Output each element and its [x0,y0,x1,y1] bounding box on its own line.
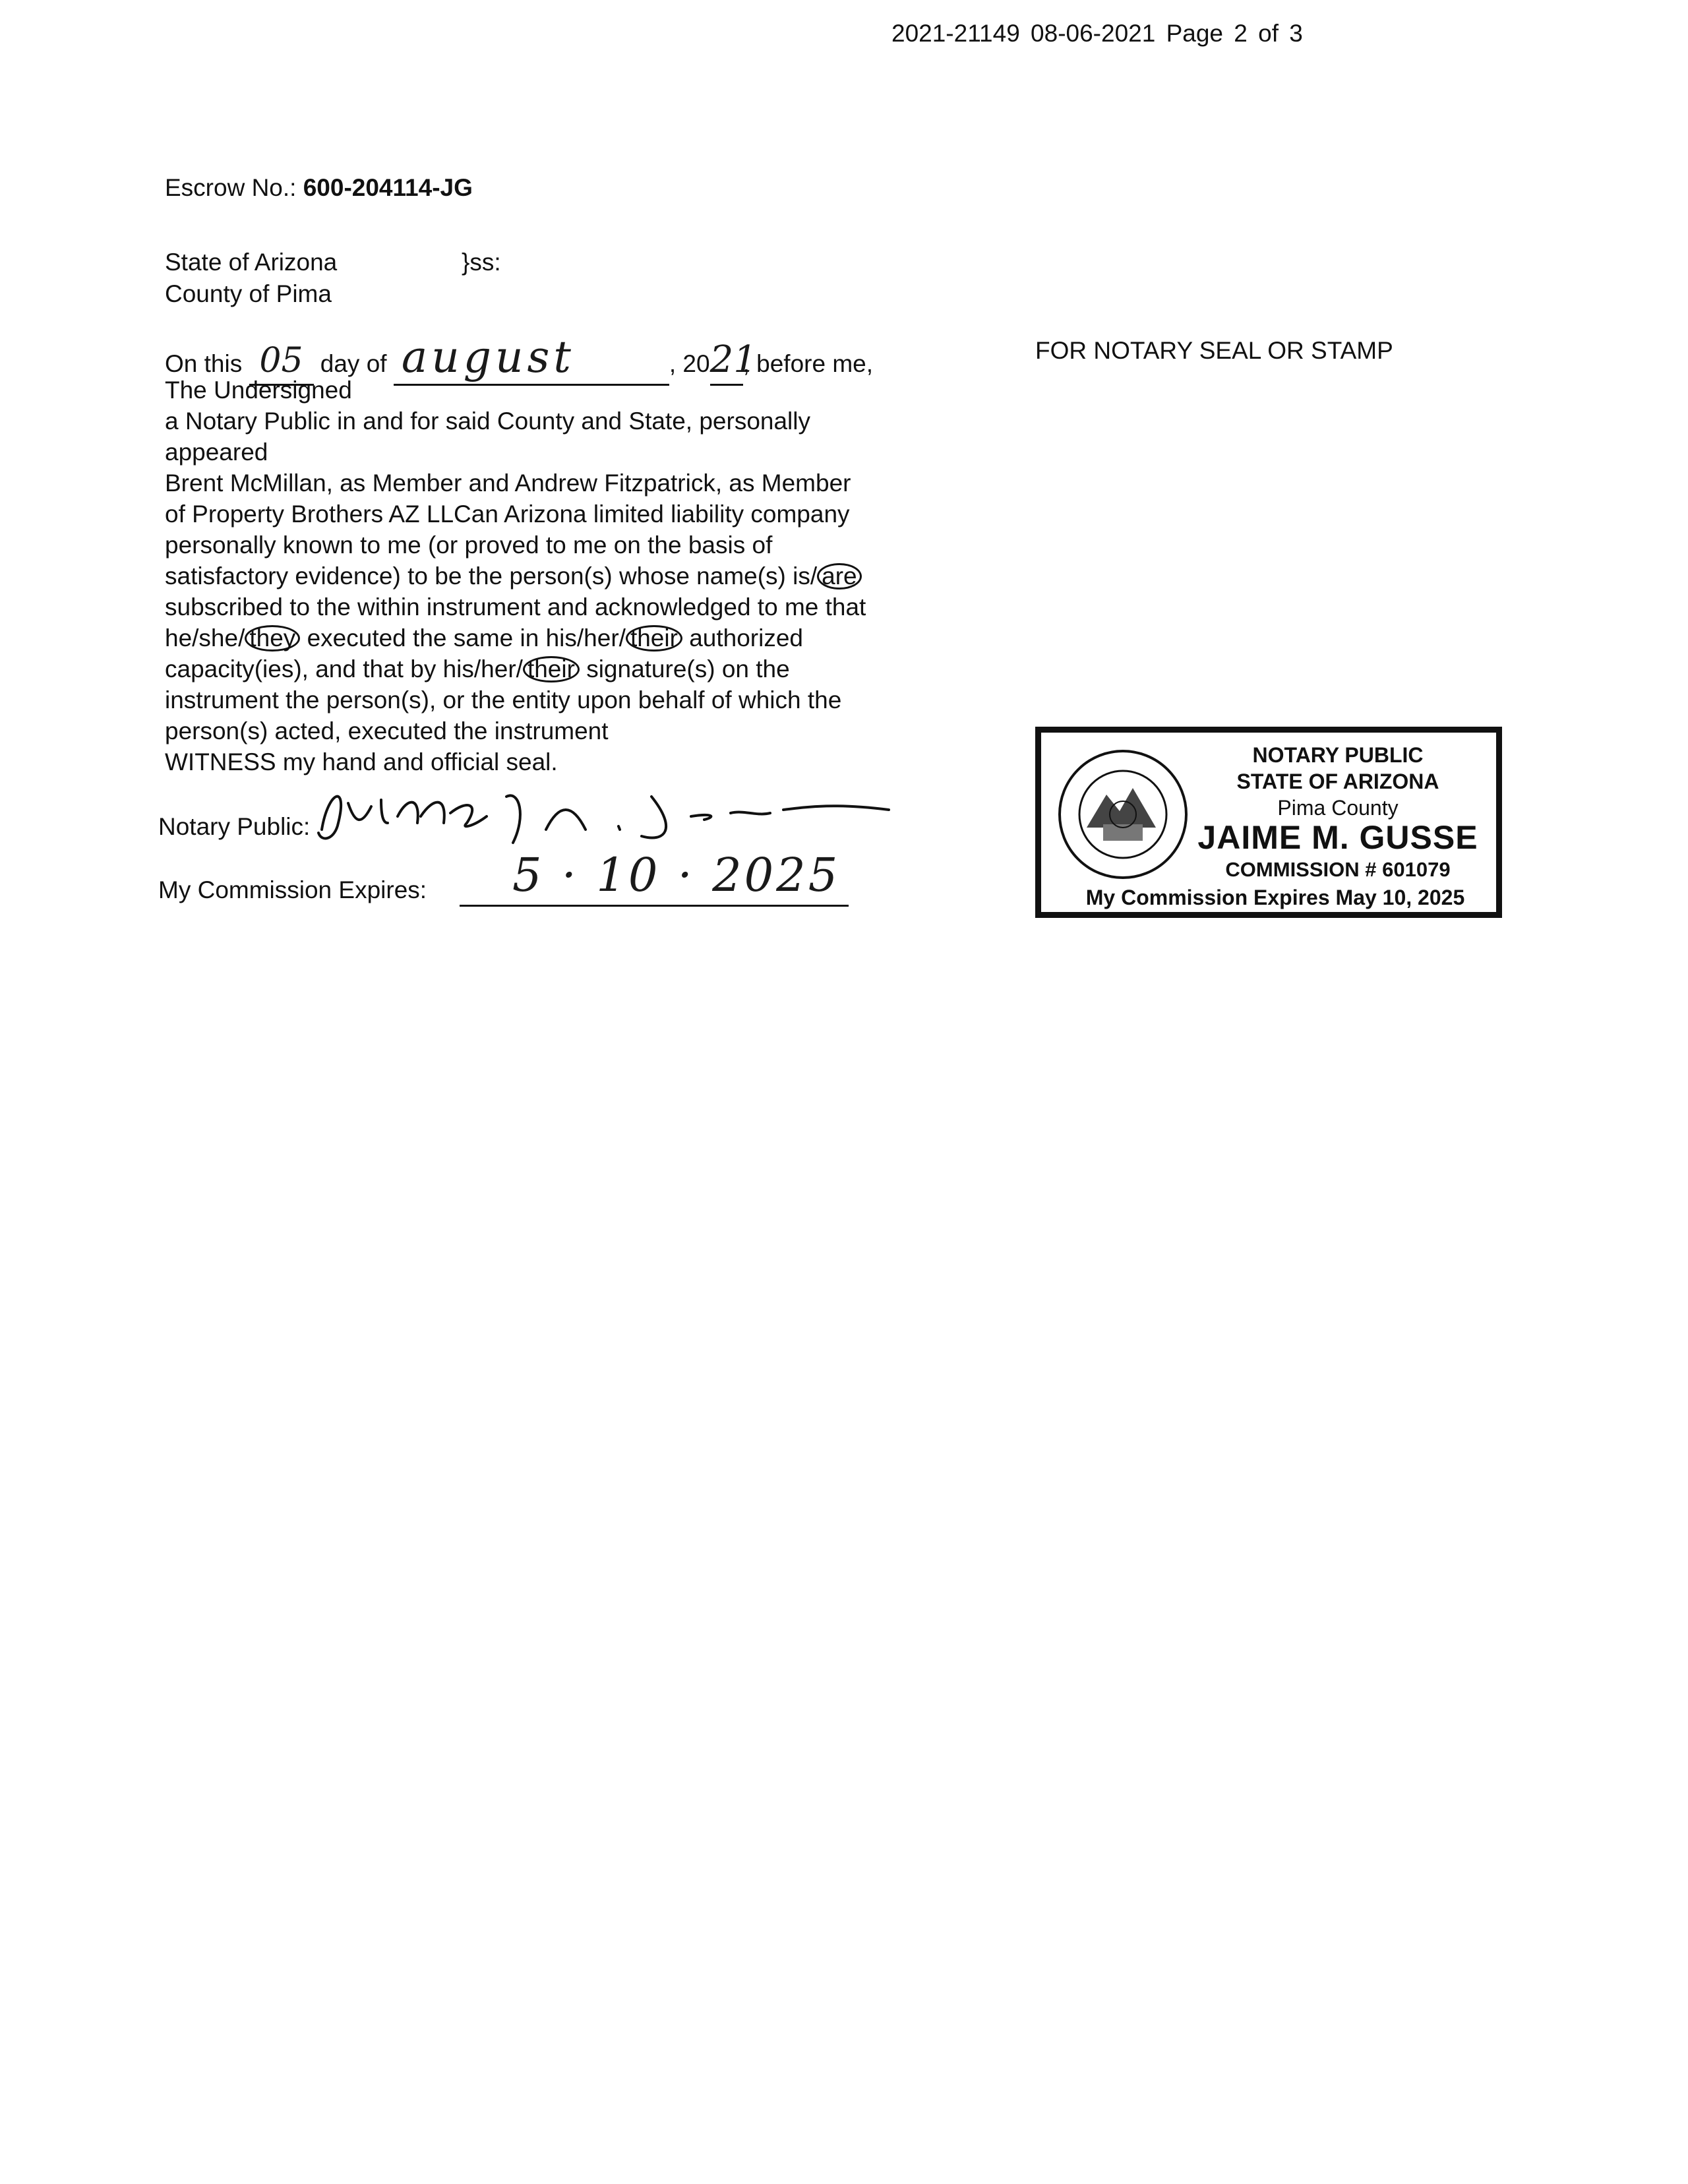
ack-line [165,561,866,592]
stamp-state: STATE OF ARIZONA [1236,770,1439,793]
ack-line: subscribed to the within instrument and acknowledged to me that [165,593,866,621]
commission-expires-label: My Commission Expires: [158,876,427,903]
circled-their-2: their [523,656,580,682]
ack-line: Brent McMillan, as Member and Andrew Fitzpatrick, as Member [165,470,851,497]
day-handwritten: 05 [259,341,303,380]
ack-line: person(s) acted, executed the instrument [165,717,609,744]
stamp-notary-name: JAIME M. GUSSE [1197,819,1478,856]
great-seal-icon [1057,748,1189,880]
signature-drawing [309,777,902,849]
venue-ss: }ss: [462,249,501,276]
on-this-label: On this [165,350,243,377]
ack-text: authorized [682,624,803,652]
ack-line: a Notary Public in and for said County and State, personally [165,408,811,435]
recording-header: 2021-21149 08-06-2021 Page 2 of 3 [891,20,1303,47]
acknowledgment-body [165,375,866,777]
escrow-label: Escrow No.: [165,174,297,201]
ack-line: personally known to me (or proved to me on the basis of [165,531,773,559]
ack-line: instrument the person(s), or the entity upon behalf of which the [165,686,842,713]
commission-expires-handwritten: 5 · 10 · 2025 [512,848,841,902]
stamp-commission-number: COMMISSION # 601079 [1225,858,1451,881]
month-handwritten: august [401,332,575,382]
ack-line [165,653,866,684]
stamp-notary-public: NOTARY PUBLIC [1252,743,1424,767]
notary-public-label: Notary Public: [158,813,311,840]
escrow-number: 600-204114-JG [303,174,473,201]
ack-text: he/she/ [165,624,245,652]
ack-text: capacity(ies), and that by his/her/ [165,655,523,682]
year-handwritten: 21 [709,338,757,381]
day-of-label: day of [320,350,387,377]
ack-text: satisfactory evidence) to be the person(s) whose name(s) is/ [165,562,818,590]
circled-they: they [245,625,300,652]
stamp-county: Pima County [1277,796,1399,820]
ack-line: WITNESS my hand and official seal. [165,748,558,775]
notary-signature [309,777,902,849]
ack-text: executed the same in his/her/ [300,624,626,652]
stamp-commission-expires: My Commission Expires May 10, 2025 [1085,886,1465,909]
circled-are: are [817,563,861,590]
venue-state: State of Arizona [165,249,338,276]
year-prefix: , 20 [669,350,710,377]
circled-their: their [626,625,682,652]
notary-stamp [1035,727,1502,918]
commission-expires-field [460,848,849,907]
ack-line: appeared [165,439,268,466]
ack-line [165,622,866,653]
ack-line: The Undersigned [165,377,352,404]
seal-area-label: FOR NOTARY SEAL OR STAMP [1035,337,1393,364]
ack-text: signature(s) on the [579,655,790,682]
before-me-label: , before me, [742,350,874,377]
ack-line: of Property Brothers AZ LLCan Arizona limited liability company [165,501,850,528]
venue-county: County of Pima [165,280,332,307]
escrow-line [165,174,473,202]
